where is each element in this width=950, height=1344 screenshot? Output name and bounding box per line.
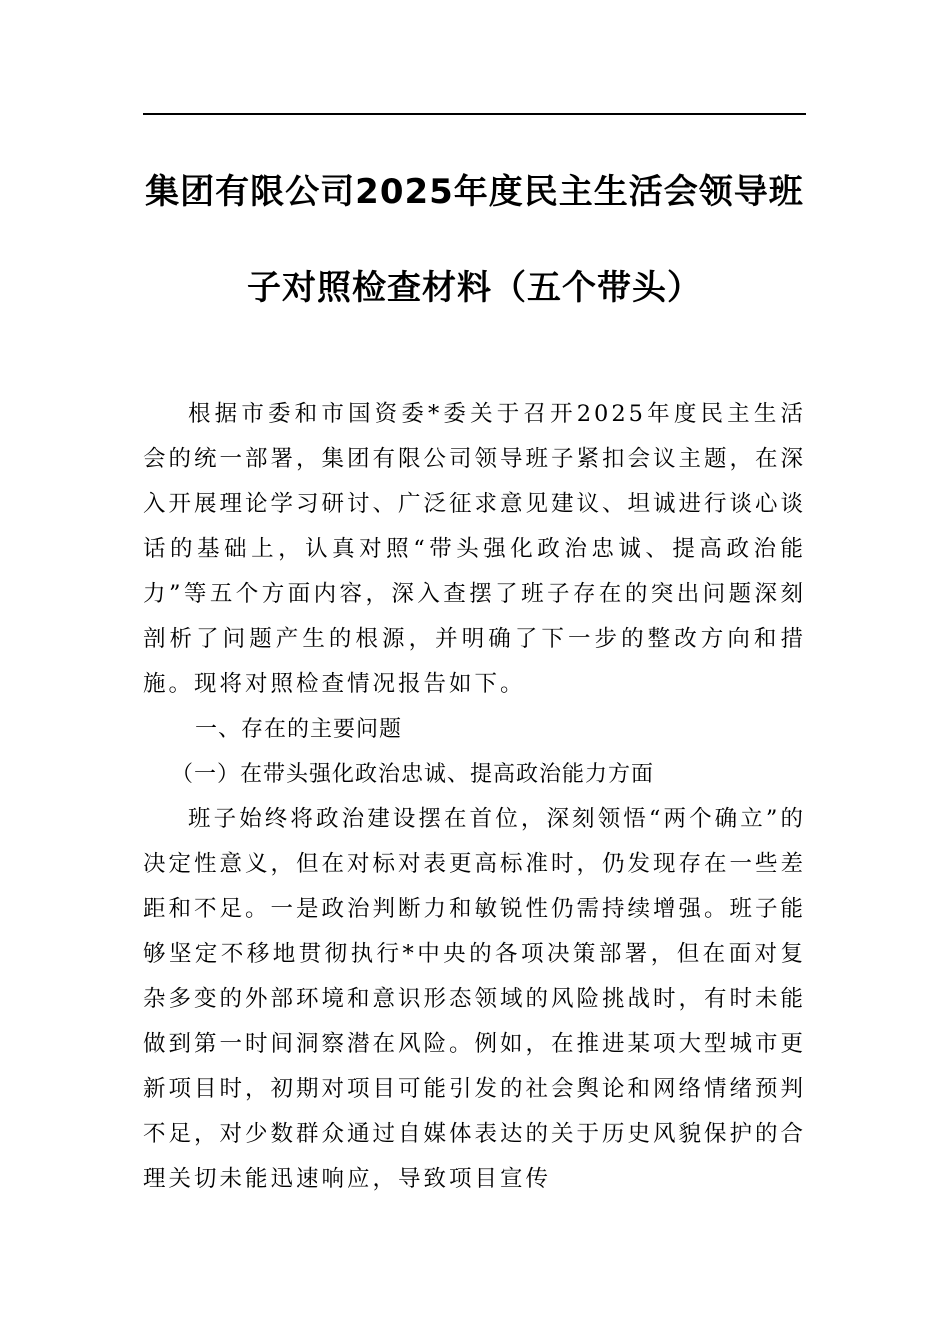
intro-paragraph: 根据市委和市国资委*委关于召开2025年度民主生活会的统一部署，集团有限公司领导班子紧扣会议主题，在深入开展理论学习研讨、广泛征求意见建议、坦诚进行谈心谈话的基础上，认真对照“带头强化政治忠诚、提高政治能力”等五个方面内容，深入查摆了班子存在的突出问题深刻剖析了问题产生的根源，并明确了下一步的整改方向和措施。现将对照检查情况报告如下。 <box>143 401 807 697</box>
title-line-1: 集团有限公司2025年度民主生活会领导班 <box>145 172 804 212</box>
document-title <box>143 168 806 312</box>
section-heading: 一、存在的主要问题 <box>195 717 403 742</box>
subsection-paragraph: 班子始终将政治建设摆在首位，深刻领悟“两个确立”的决定性意义，但在对标对表更高标准时，仍发现存在一些差距和不足。一是政治判断力和敏锐性仍需持续增强。班子能够坚定不移地贯彻执行*中央的各项决策部署，但在面对复杂多变的外部环境和意识形态领域的风险挑战时，有时未能做到第一时间洞察潜在风险。例如，在推进某项大型城市更新项目时，初期对项目可能引发的社会舆论和网络情绪预判不足，对少数群众通过自媒体表达的关于历史风貌保护的合理关切未能迅速响应，导致项目宣传 <box>143 806 807 1192</box>
title-line-2: 子对照检查材料（五个带头） <box>247 268 702 308</box>
subsection-heading: （一）在带头强化政治忠诚、提高政治能力方面 <box>171 762 655 787</box>
header-rule <box>143 113 806 115</box>
document-body <box>143 392 806 1202</box>
